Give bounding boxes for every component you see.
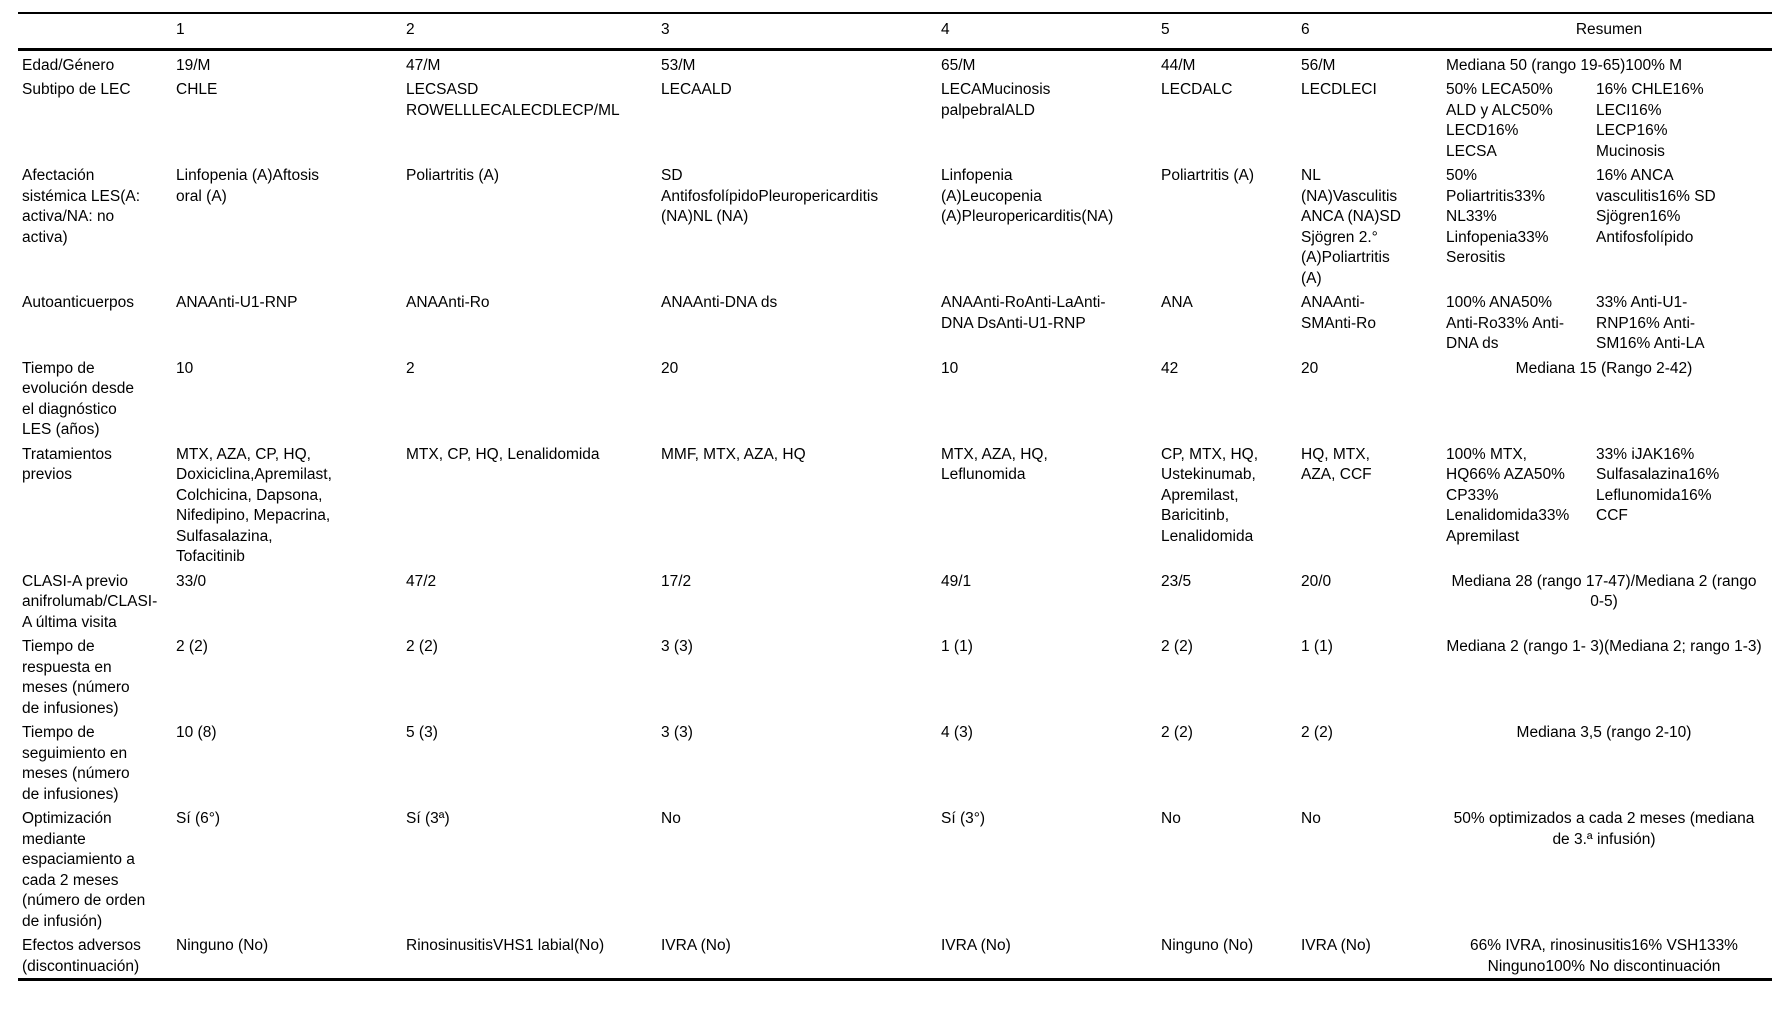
patient-5-cell: Poliartritis (A) — [1161, 167, 1255, 184]
table-body — [18, 49, 1772, 980]
table-row — [18, 290, 1772, 356]
patient-5-cell: Ninguno (No) — [1161, 937, 1254, 954]
row-label: Tiempo de respuesta en meses (número de infusiones) — [22, 638, 130, 717]
summary-left-cell: 50% LECA50% ALD y ALC50% LECD16% LECSA — [1446, 81, 1553, 160]
patient-5-cell: 2 (2) — [1161, 724, 1193, 741]
patient-5-cell: 2 (2) — [1161, 638, 1193, 655]
patient-2-cell: 2 — [406, 359, 415, 377]
header-patient-1: 1 — [176, 13, 406, 49]
patient-5-cell: LECDALC — [1161, 81, 1233, 98]
patient-2-cell: 5 (3) — [406, 724, 438, 741]
patient-4-cell: 4 (3) — [941, 724, 973, 741]
patient-6-cell: 20 — [1301, 359, 1319, 377]
patient-4-cell: 65/M — [941, 56, 976, 74]
patient-3-cell: 3 (3) — [661, 638, 693, 655]
patient-5-cell: CP, MTX, HQ, Ustekinumab, Apremilast, Baricitinb, Lenalidomida — [1161, 445, 1259, 545]
patient-2-cell: MTX, CP, HQ, Lenalidomida — [406, 445, 600, 463]
header-patient-5: 5 — [1161, 13, 1301, 49]
summary-right-cell: 33% Anti-U1-RNP16% Anti-SM16% Anti-LA — [1596, 294, 1705, 352]
patient-4-cell: ANAAnti-RoAnti-LaAnti-DNA DsAnti-U1-RNP — [941, 294, 1106, 332]
patient-6-cell: ANAAnti-SMAnti-Ro — [1301, 294, 1376, 332]
summary-cell: Mediana 3,5 (rango 2-10) — [1516, 724, 1692, 741]
patient-6-cell: LECDLECI — [1301, 81, 1377, 98]
row-label: Efectos adversos (discontinuación) — [22, 937, 141, 975]
patient-3-cell: MMF, MTX, AZA, HQ — [661, 445, 806, 463]
patient-5-cell: 42 — [1161, 359, 1179, 377]
patient-3-cell: No — [661, 810, 681, 827]
table-row — [18, 806, 1772, 933]
patient-6-cell: No — [1301, 810, 1321, 827]
row-label: Afectación sistémica LES(A: activa/NA: no activa) — [22, 167, 141, 246]
row-label: Edad/Género — [22, 56, 115, 74]
patient-1-cell: ANAAnti-U1-RNP — [176, 294, 298, 311]
table-row — [18, 356, 1772, 442]
patient-1-cell: MTX, AZA, CP, HQ, Doxiciclina,Apremilast, Colchicina, Dapsona, Nifedipino, Mepacrina, Sulfasalazina, Tofacitinib — [176, 445, 332, 565]
row-label: Tiempo de seguimiento en meses (número de infusiones) — [22, 724, 130, 803]
patient-3-cell: ANAAnti-DNA ds — [661, 294, 778, 311]
patient-3-cell: LECAALD — [661, 81, 732, 98]
table-row — [18, 49, 1772, 77]
summary-cell: Mediana 50 (rango 19-65)100% M — [1446, 56, 1683, 74]
patient-6-cell: IVRA (No) — [1301, 937, 1371, 954]
patient-2-cell: LECSASD ROWELLLECALECDLECP/ML — [406, 81, 620, 119]
patient-3-cell: 53/M — [661, 56, 696, 74]
summary-cell: Mediana 15 (Rango 2-42) — [1515, 359, 1693, 377]
patient-1-cell: 33/0 — [176, 572, 207, 590]
summary-cell: Mediana 2 (rango 1- 3)(Mediana 2; rango 1-3) — [1446, 638, 1762, 655]
summary-right-cell: 16% CHLE16% LECI16% LECP16% Mucinosis — [1596, 81, 1704, 160]
table-row — [18, 442, 1772, 569]
header-summary: Resumen — [1446, 13, 1772, 49]
patient-4-cell: MTX, AZA, HQ, Leflunomida — [941, 445, 1048, 483]
patient-6-cell: 20/0 — [1301, 572, 1332, 590]
patient-4-cell: Linfopenia (A)Leucopenia (A)Pleuropericarditis(NA) — [941, 167, 1114, 225]
patient-1-cell: 19/M — [176, 56, 211, 74]
patient-2-cell: 47/M — [406, 56, 441, 74]
patient-3-cell: 3 (3) — [661, 724, 693, 741]
summary-right-cell: 33% iJAK16% Sulfasalazina16% Leflunomida16% CCF — [1596, 445, 1720, 524]
patient-5-cell: ANA — [1161, 294, 1193, 311]
row-label: Optimización mediante espaciamiento a cada 2 meses (número de orden de infusión) — [22, 810, 146, 930]
patient-2-cell: Sí (3ª) — [406, 810, 450, 827]
summary-cell: 66% IVRA, rinosinusitis16% VSH133% Ninguno100% No discontinuación — [1470, 937, 1738, 975]
patient-6-cell: HQ, MTX, AZA, CCF — [1301, 445, 1372, 483]
table-row — [18, 720, 1772, 806]
row-label: Tiempo de evolución desde el diagnóstico LES (años) — [22, 359, 135, 438]
patient-2-cell: RinosinusitisVHS1 labial(No) — [406, 937, 605, 954]
patient-5-cell: No — [1161, 810, 1181, 827]
summary-right-cell: 16% ANCA vasculitis16% SD Sjögren16% Antifosfolípido — [1596, 167, 1716, 246]
header-patient-6: 6 — [1301, 13, 1446, 49]
patient-1-cell: 10 — [176, 359, 194, 377]
header-patient-4: 4 — [941, 13, 1161, 49]
patients-table — [18, 12, 1772, 981]
patient-2-cell: 2 (2) — [406, 638, 438, 655]
patient-4-cell: 1 (1) — [941, 638, 973, 655]
patient-6-cell: 2 (2) — [1301, 724, 1333, 741]
patient-3-cell: 17/2 — [661, 572, 692, 590]
table-row — [18, 634, 1772, 720]
patient-4-cell: 49/1 — [941, 572, 972, 590]
row-label: Subtipo de LEC — [22, 81, 131, 98]
patient-6-cell: NL (NA)Vasculitis ANCA (NA)SD Sjögren 2.° (A)Poliartritis (A) — [1301, 167, 1401, 287]
patient-6-cell: 56/M — [1301, 56, 1336, 74]
patient-5-cell: 44/M — [1161, 56, 1196, 74]
patient-5-cell: 23/5 — [1161, 572, 1192, 590]
table-row — [18, 569, 1772, 635]
table-row — [18, 933, 1772, 980]
patient-4-cell: LECAMucinosis palpebralALD — [941, 81, 1051, 119]
patient-1-cell: 10 (8) — [176, 724, 217, 741]
table-row — [18, 163, 1772, 290]
patient-2-cell: ANAAnti-Ro — [406, 294, 490, 311]
row-label: CLASI-A previo anifrolumab/CLASI-A última visita — [22, 572, 158, 631]
patient-4-cell: IVRA (No) — [941, 937, 1011, 954]
summary-left-cell: 100% ANA50% Anti-Ro33% Anti-DNA ds — [1446, 294, 1565, 352]
patient-2-cell: 47/2 — [406, 572, 437, 590]
summary-cell: Mediana 28 (rango 17-47)/Mediana 2 (rango 0-5) — [1451, 572, 1757, 610]
table-row — [18, 77, 1772, 163]
header-corner — [18, 13, 176, 49]
patient-1-cell: Ninguno (No) — [176, 937, 269, 954]
summary-left-cell: 100% MTX, HQ66% AZA50% CP33% Lenalidomida33% Apremilast — [1446, 445, 1570, 545]
patient-1-cell: Linfopenia (A)Aftosis oral (A) — [176, 167, 320, 205]
patient-4-cell: Sí (3°) — [941, 810, 986, 827]
patient-1-cell: Sí (6°) — [176, 810, 221, 827]
patient-3-cell: IVRA (No) — [661, 937, 731, 954]
row-label: Autoanticuerpos — [22, 294, 135, 311]
patient-4-cell: 10 — [941, 359, 959, 377]
patient-1-cell: CHLE — [176, 81, 218, 98]
patient-6-cell: 1 (1) — [1301, 638, 1333, 655]
patient-2-cell: Poliartritis (A) — [406, 167, 500, 184]
patient-3-cell: SD AntifosfolípidoPleuropericarditis (NA)NL (NA) — [661, 167, 879, 225]
header-patient-2: 2 — [406, 13, 661, 49]
summary-cell: 50% optimizados a cada 2 meses (mediana de 3.ª infusión) — [1453, 810, 1755, 848]
header-row — [18, 13, 1772, 49]
summary-left-cell: 50% Poliartritis33% NL33% Linfopenia33% Serositis — [1446, 167, 1549, 266]
patient-1-cell: 2 (2) — [176, 638, 208, 655]
row-label: Tratamientos previos — [22, 445, 112, 483]
header-patient-3: 3 — [661, 13, 941, 49]
patient-3-cell: 20 — [661, 359, 679, 377]
